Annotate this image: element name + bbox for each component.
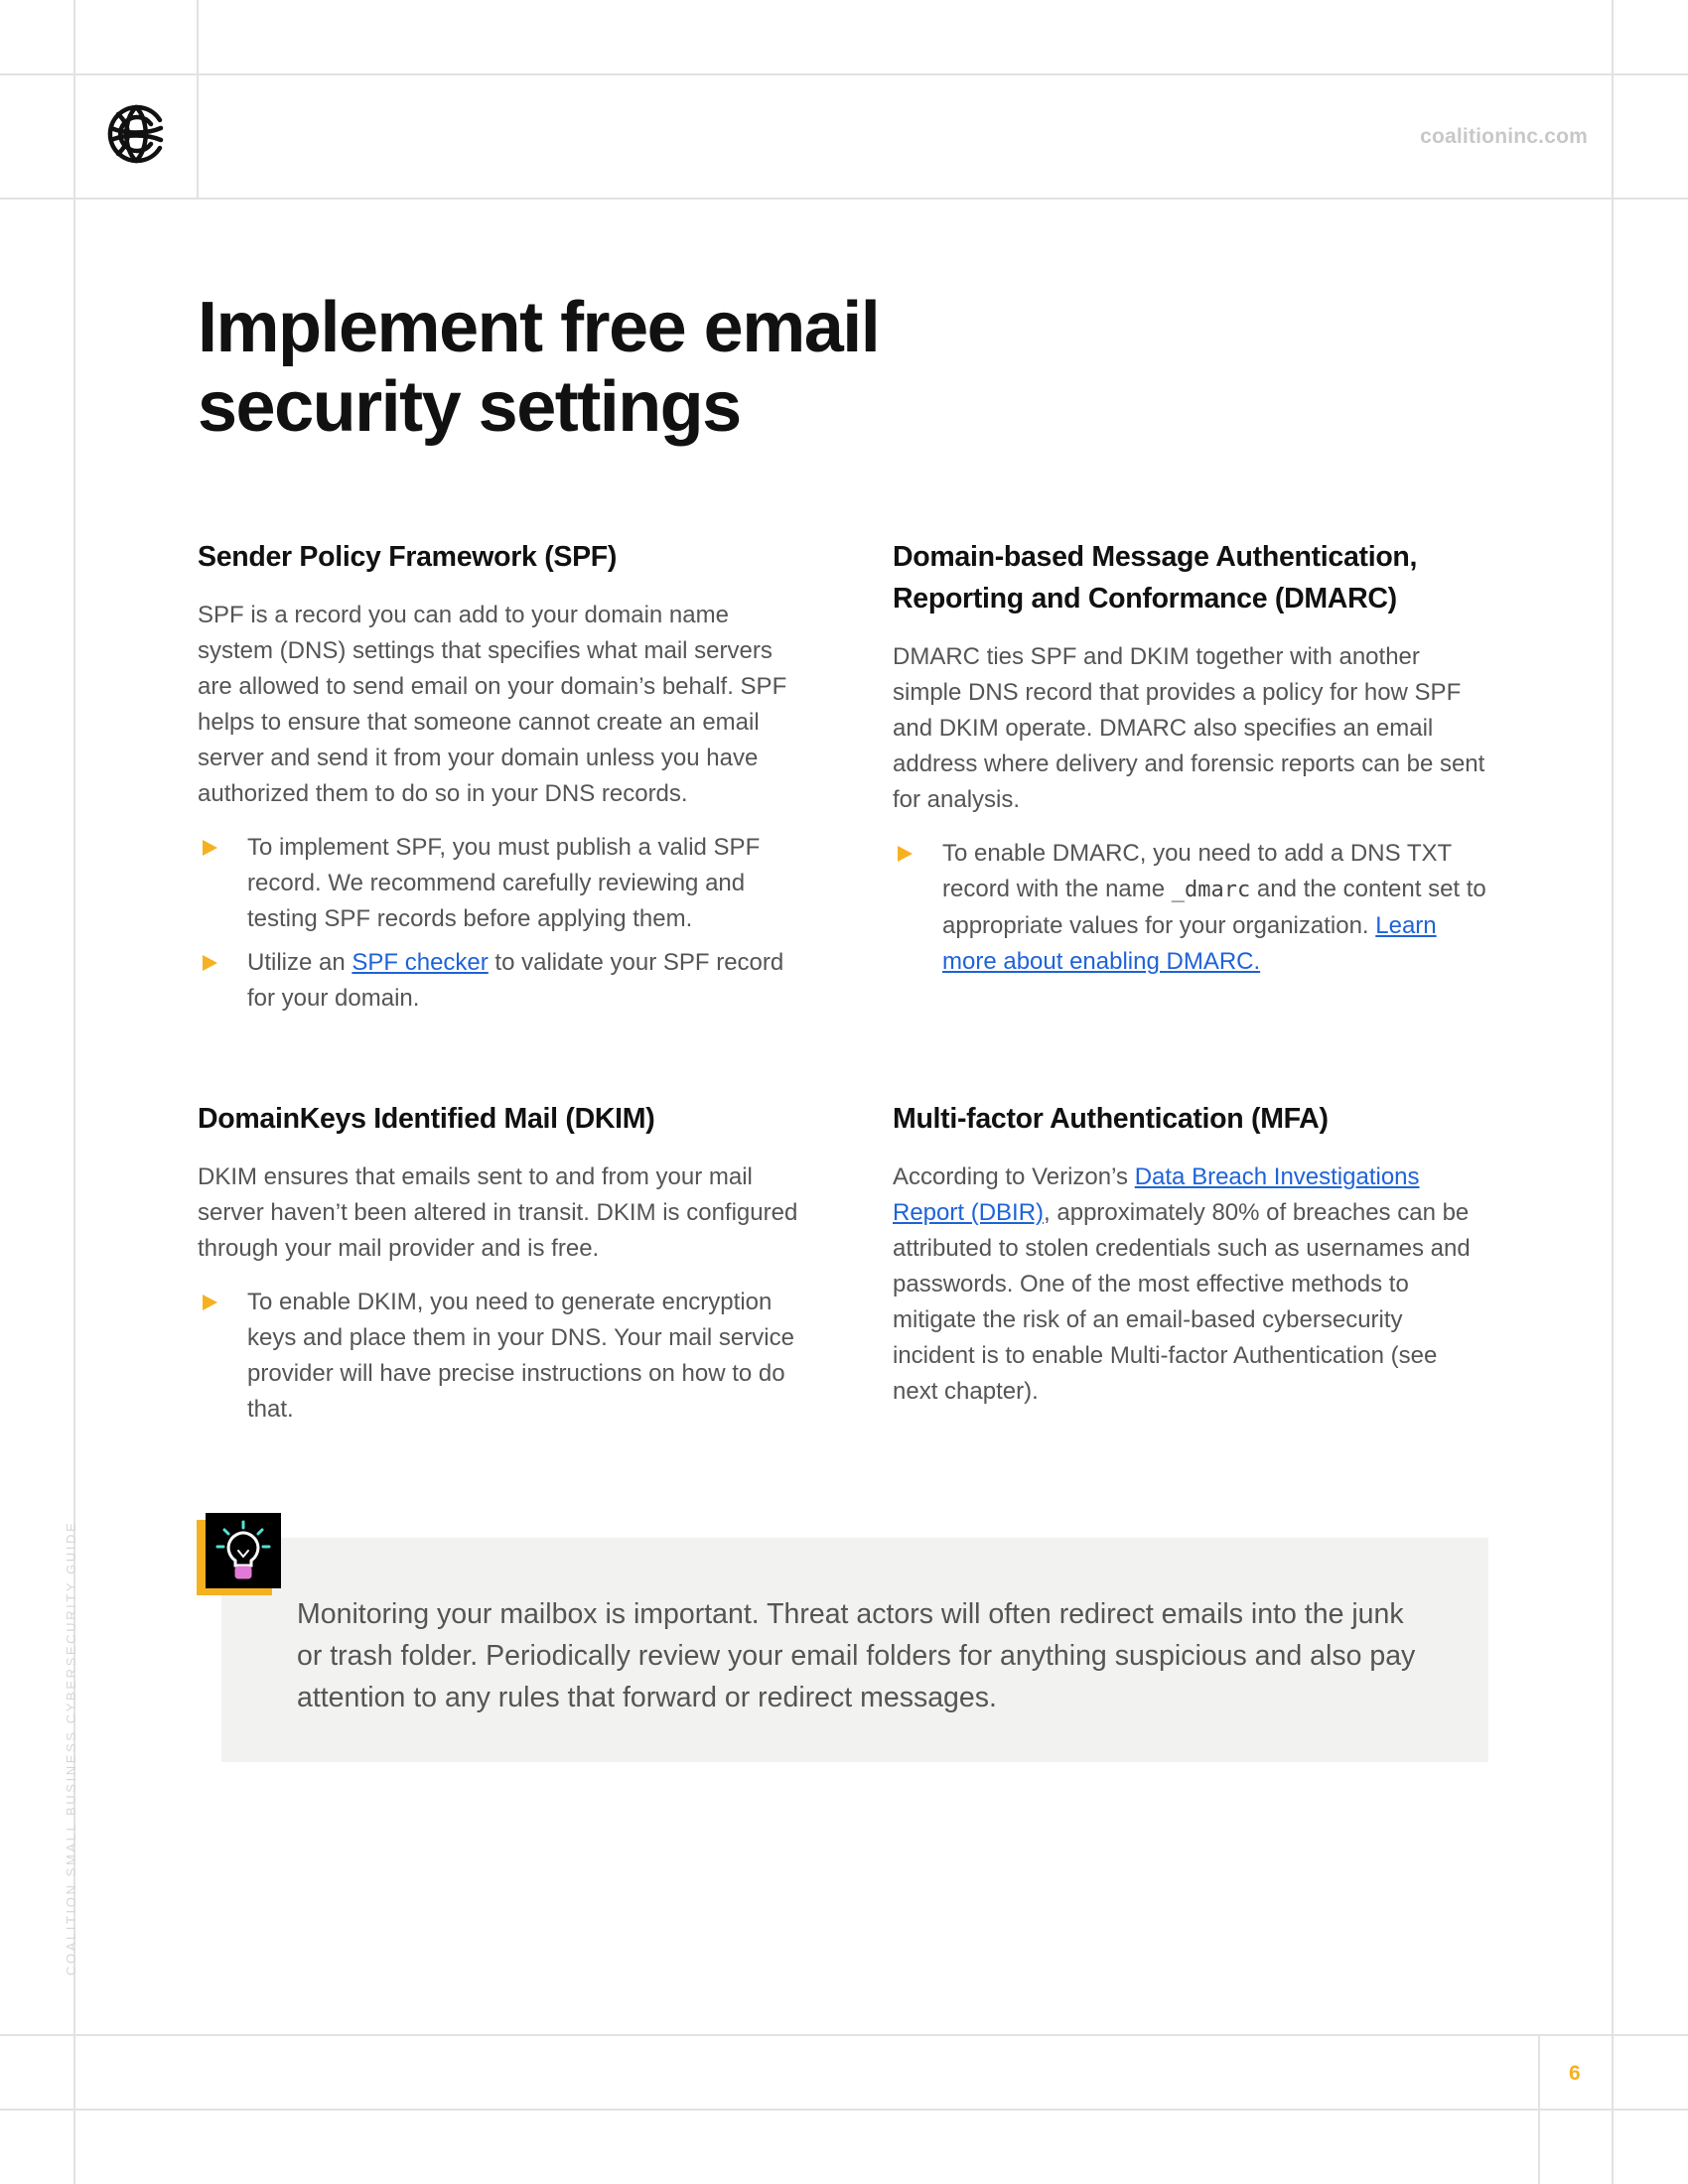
guide-side-label: COALITION SMALL BUSINESS CYBERSECURITY GUIDE — [64, 1520, 78, 1976]
spf-bullets — [198, 830, 803, 1017]
bullet-arrow-icon — [203, 955, 217, 971]
section-spf — [198, 536, 803, 1024]
lightbulb-icon — [206, 1513, 281, 1588]
bullet-arrow-icon — [203, 840, 217, 856]
spf-body: SPF is a record you can add to your domain name system (DNS) settings that specifies what mail servers are allowed to send email on your domain’s behalf. SPF helps to ensure that someone cannot create an email server and send it from your domain unless you have authorized them to do so in your DNS records. — [198, 602, 787, 807]
dbir-report-link[interactable]: Data Breach Investigations Report (DBIR) — [893, 1163, 1420, 1226]
mfa-body-post: , approximately 80% of breaches can be attributed to stolen credentials such as usernames and passwords. One of the most effective methods to mitigate the risk of an email-based cybersecurity incident is to enable Multi-factor Authentication (see next chapter). — [893, 1199, 1471, 1405]
section-mfa — [893, 1098, 1488, 1410]
dmarc-learn-more-link[interactable]: Learn more about enabling DMARC. — [942, 912, 1437, 975]
page-number: 6 — [1569, 2062, 1581, 2085]
spf-bullet-1-text: To implement SPF, you must publish a valid SPF record. We recommend carefully reviewing and testing SPF records before applying them. — [247, 834, 761, 932]
mfa-body-pre: According to Verizon’s — [893, 1163, 1135, 1190]
dkim-bullets — [198, 1285, 803, 1428]
dkim-bullet-1-text: To enable DKIM, you need to generate encryption keys and place them in your DNS. Your mail service provider will have precise instructions on how to do that. — [247, 1289, 794, 1423]
bullet-arrow-icon — [898, 846, 913, 862]
dmarc-bullet-1 — [893, 836, 1488, 980]
dmarc-bullets — [893, 836, 1488, 980]
dkim-body: DKIM ensures that emails sent to and from your mail server haven’t been altered in transit. DKIM is configured through your mail provider and is free. — [198, 1163, 798, 1262]
spf-bullet-1 — [198, 830, 803, 937]
mfa-heading: Multi-factor Authentication (MFA) — [893, 1103, 1329, 1135]
section-dmarc — [893, 536, 1488, 988]
page-title-line-2: security settings — [198, 367, 741, 447]
spf-bullet-2 — [198, 945, 803, 1017]
section-dkim — [198, 1098, 803, 1435]
dmarc-record-name: _dmarc — [1171, 878, 1251, 902]
grid-line-right — [1612, 0, 1614, 2184]
page-title-line-1: Implement free email — [198, 288, 880, 367]
dmarc-bullet-1-post: and the content set to appropriate values for your organization. — [942, 876, 1486, 939]
dkim-heading: DomainKeys Identified Mail (DKIM) — [198, 1103, 655, 1135]
spf-checker-link[interactable]: SPF checker — [352, 949, 489, 976]
dkim-bullet-1 — [198, 1285, 803, 1428]
dmarc-bullet-1-pre: To enable DMARC, you need to add a DNS TXT record with the name — [942, 840, 1452, 902]
dmarc-heading: Domain-based Message Authentication, Reporting and Conformance (DMARC) — [893, 541, 1418, 614]
tip-callout-text: Monitoring your mailbox is important. Threat actors will often redirect emails into the junk or trash folder. Periodically review your email folders for anything suspicious and also pay attention to any rules that forward or redirect messages. — [297, 1598, 1416, 1713]
site-url[interactable]: coalitioninc.com — [1420, 125, 1588, 148]
mfa-body — [893, 1160, 1488, 1410]
dmarc-body: DMARC ties SPF and DKIM together with another simple DNS record that provides a policy for how SPF and DKIM operate. DMARC also specifies an email address where delivery and forensic reports can be sent for analysis. — [893, 643, 1485, 813]
grid-line-header-bottom — [0, 198, 1688, 200]
grid-line-footer-top — [0, 2034, 1688, 2036]
tip-callout — [221, 1538, 1488, 1762]
coalition-logo-icon — [103, 101, 169, 167]
grid-line-inner-left — [197, 0, 199, 199]
grid-line-top — [0, 73, 1688, 75]
spf-bullet-2-post: to validate your SPF record for your domain. — [247, 949, 784, 1012]
bullet-arrow-icon — [203, 1295, 217, 1310]
spf-bullet-2-pre: Utilize an — [247, 949, 352, 976]
page-title — [198, 288, 1091, 447]
spf-heading: Sender Policy Framework (SPF) — [198, 541, 618, 573]
grid-line-bottom — [0, 2109, 1688, 2111]
